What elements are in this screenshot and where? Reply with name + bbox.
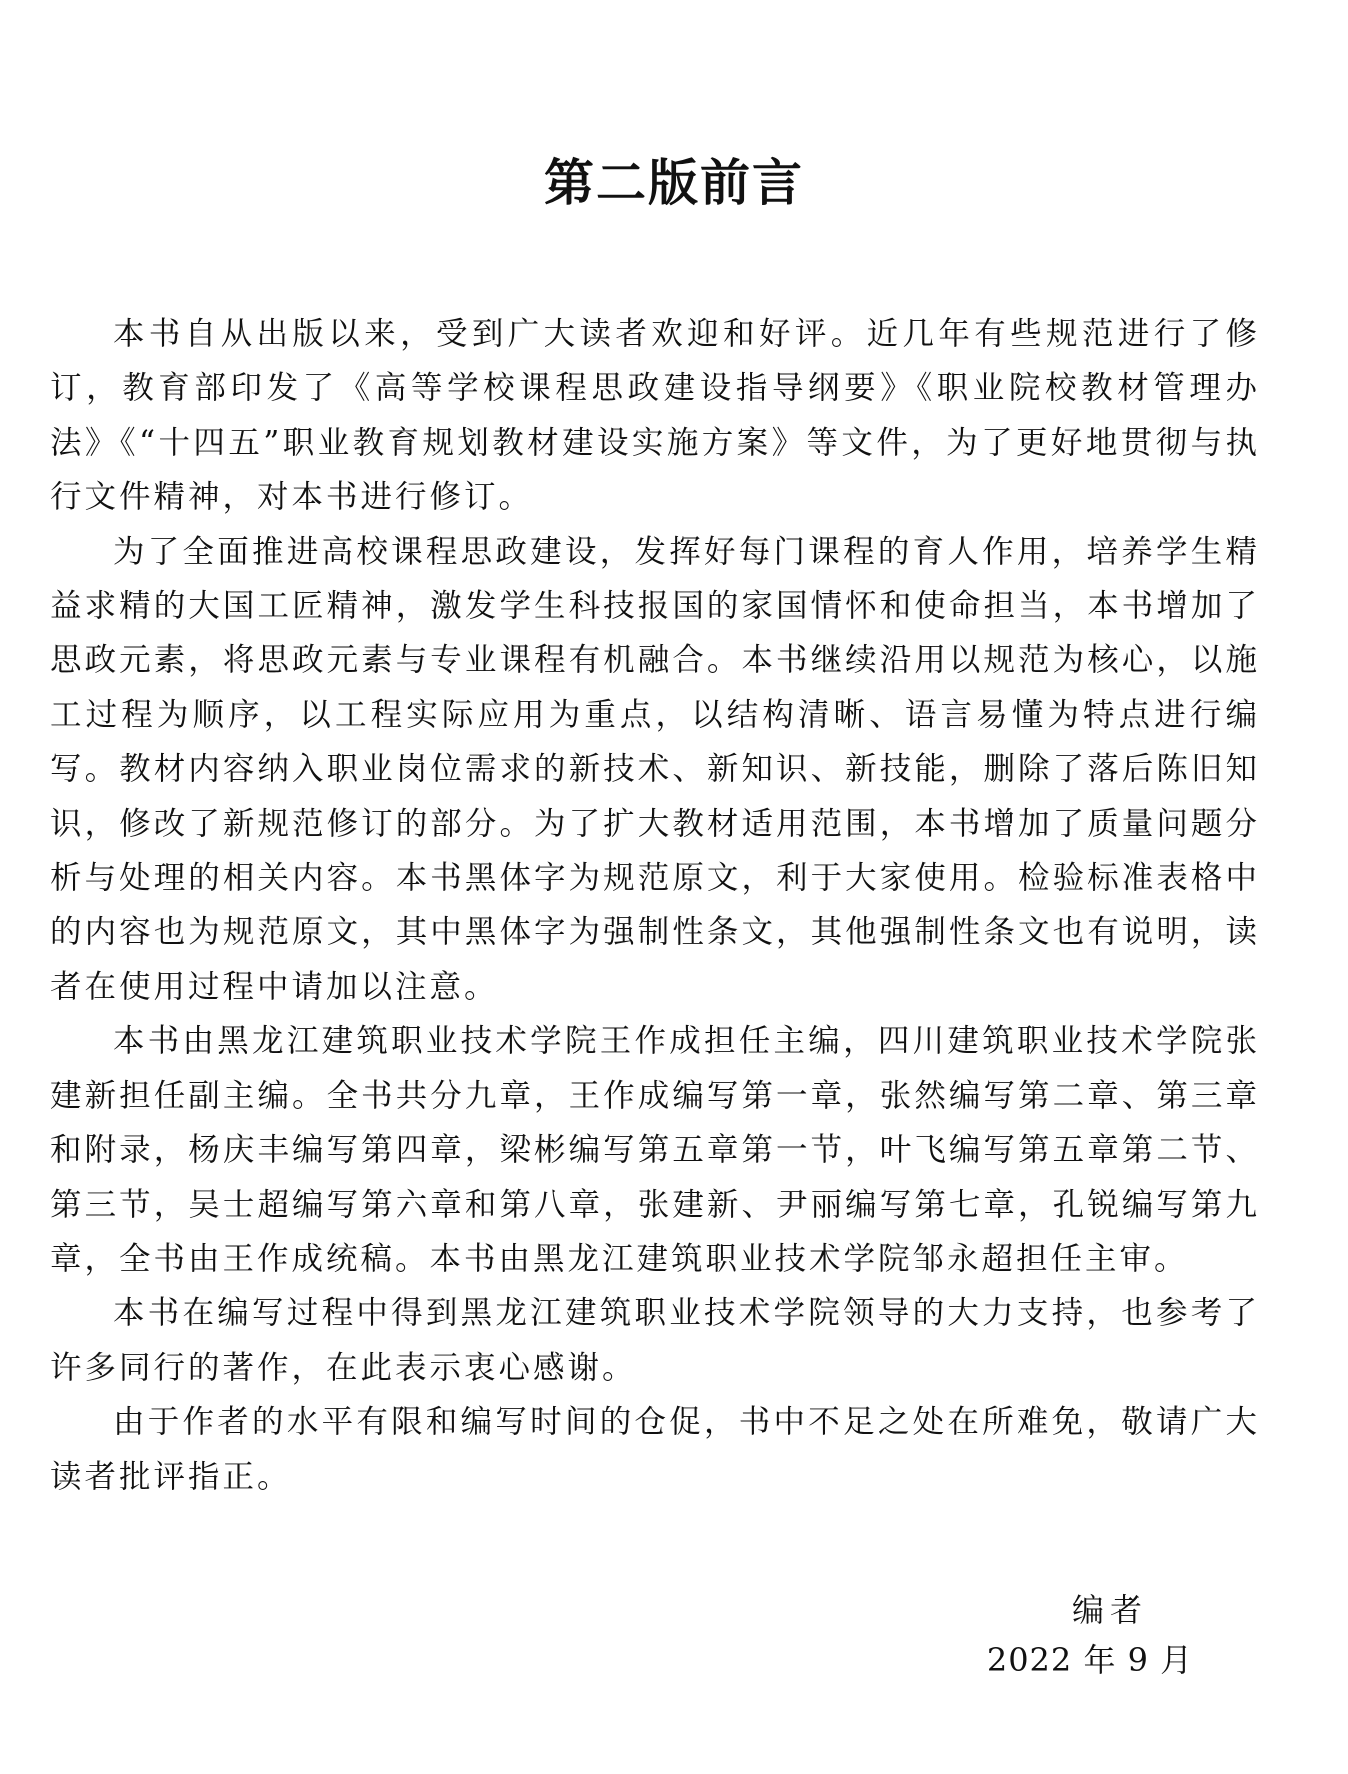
paragraph-4: 本书在编写过程中得到黑龙江建筑职业技术学院领导的大力支持，也参考了许多同行的著作，在此表示衷心感谢。 xyxy=(50,1295,1260,1386)
signature-block xyxy=(950,1585,1230,1685)
signature-date: 2022 年 9 月 xyxy=(986,1641,1194,1679)
paragraph-2: 为了全面推进高校课程思政建设，发挥好每门课程的育人作用，培养学生精益求精的大国工匠精神，激发学生科技报国的家国情怀和使命担当，本书增加了思政元素，将思政元素与专业课程有机融合。本书继续沿用以规范为核心，以施工过程为顺序，以工程实际应用为重点，以结构清晰、语言易懂为特点进行编写。教材内容纳入职业岗位需求的新技术、新知识、新技能，删除了落后陈旧知识，修改了新规范修订的部分。为了扩大教材适用范围，本书增加了质量问题分析与处理的相关内容。本书黑体字为规范原文，利于大家使用。检验标准表格中的内容也为规范原文，其中黑体字为强制性条文，其他强制性条文也有说明，读者在使用过程中请加以注意。 xyxy=(50,533,1260,1005)
paragraph-5: 由于作者的水平有限和编写时间的仓促，书中不足之处在所难免，敬请广大读者批评指正。 xyxy=(50,1404,1260,1495)
page-title: 第二版前言 xyxy=(544,154,804,212)
paragraph-1: 本书自从出版以来，受到广大读者欢迎和好评。近几年有些规范进行了修订，教育部印发了《高等学校课程思政建设指导纲要》《职业院校教材管理办法》《“十四五”职业教育规划教材建设实施方案》等文件，为了更好地贯彻与执行文件精神，对本书进行修订。 xyxy=(50,316,1260,516)
preface-body xyxy=(50,307,1260,1504)
paragraph-3: 本书由黑龙江建筑职业技术学院王作成担任主编，四川建筑职业技术学院张建新担任副主编。全书共分九章，王作成编写第一章，张然编写第二章、第三章和附录，杨庆丰编写第四章，梁彬编写第五章第一节，叶飞编写第五章第二节、第三节，吴士超编写第六章和第八章，张建新、尹丽编写第七章，孔锐编写第九章，全书由王作成统稿。本书由黑龙江建筑职业技术学院邹永超担任主审。 xyxy=(50,1023,1260,1277)
signature-author: 编者 xyxy=(1071,1591,1148,1629)
